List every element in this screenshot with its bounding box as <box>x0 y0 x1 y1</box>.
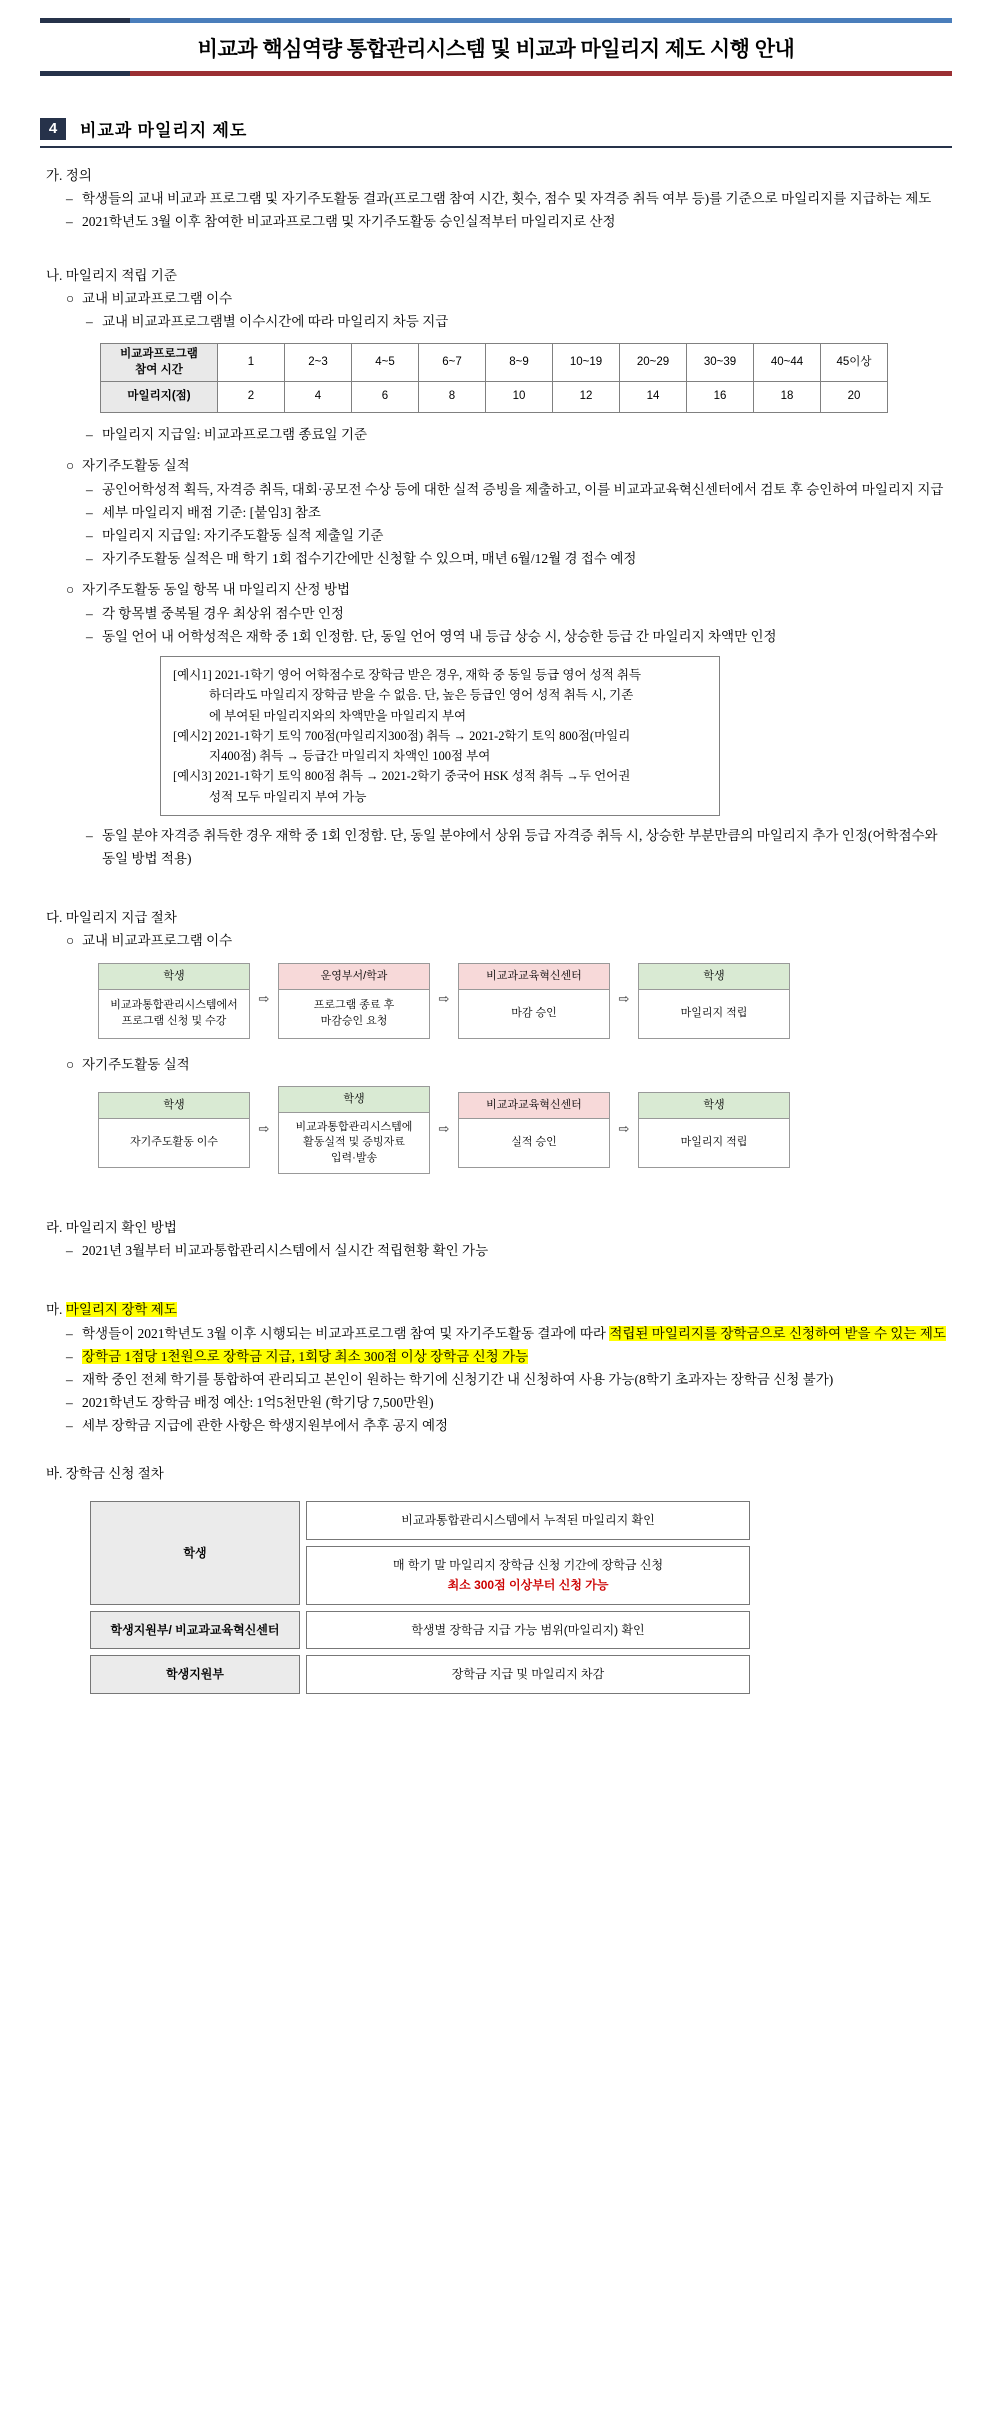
document-page <box>0 18 992 2427</box>
flow1-step-1-line2: 프로그램 신청 및 수강 <box>121 1014 227 1027</box>
item-e-4 <box>66 1391 952 1414</box>
dash-marker: – <box>86 527 93 543</box>
heading-e <box>46 1298 952 1321</box>
example-box <box>160 656 720 816</box>
item-b-h3-d2 <box>86 625 952 648</box>
proc-row-2-step-1: 학생별 장학금 지급 가능 범위(마일리지) 확인 <box>306 1611 750 1650</box>
banner-top-dark-segment <box>40 18 130 23</box>
proc-row-1-step-2 <box>306 1546 750 1605</box>
flow2-step-1-body: 자기주도활동 이수 <box>129 1136 219 1149</box>
banner-bottom-red-segment <box>130 71 952 76</box>
example-3-head: [예시3] 2021-1학기 토익 800점 취득 → 2021-2학기 중국어 HSK 성적 취득 →두 언어권 <box>173 769 631 784</box>
section-title: 비교과 마일리지 제도 <box>80 121 248 140</box>
circle-marker: ○ <box>66 582 75 598</box>
mileage-hours-3: 6~7 <box>419 344 486 382</box>
dash-marker: – <box>66 1325 73 1341</box>
dash-marker: – <box>66 191 73 207</box>
flow2-step-4-body: 마일리지 적립 <box>680 1136 748 1149</box>
item-b-h2-d1-text: 공인어학성적 획득, 자격증 취득, 대회·공모전 수상 등에 대한 실적 증빙을 제출하고, 이를 비교과교육혁신센터에서 검토 후 승인하여 마일리지 지급 <box>102 481 944 497</box>
item-e-3 <box>66 1368 952 1391</box>
item-b-h1 <box>66 287 952 310</box>
heading-f: 바. 장학금 신청 절차 <box>46 1465 164 1481</box>
item-b-h1-d2 <box>86 423 952 446</box>
flow1-step-3 <box>458 963 610 1039</box>
flow2-step-4 <box>638 1092 790 1168</box>
item-e-1-highlight: 적립된 마일리지를 장학금으로 신청하여 받을 수 있는 제도 <box>609 1325 946 1341</box>
banner-bottom-rule <box>40 71 952 76</box>
heading-d: 라. 마일리지 확인 방법 <box>46 1219 177 1235</box>
dash-marker: – <box>86 628 93 644</box>
mileage-header-hours-line1: 비교과프로그램 <box>120 348 198 361</box>
flow-diagram-self-directed-activity <box>98 1086 952 1174</box>
item-e-2 <box>66 1345 952 1368</box>
flow1-step-1-body <box>99 990 249 1038</box>
item-b-h2-d2 <box>86 501 952 524</box>
flow1-step-2-head: 운영부서/학과 <box>279 964 429 990</box>
flow2-step-2-line2: 활동실적 및 증빙자료 <box>303 1136 405 1149</box>
flow2-step-4-head: 학생 <box>639 1093 789 1119</box>
item-c-h1 <box>66 929 952 952</box>
item-b-h2-d2-text: 세부 마일리지 배점 기준: [붙임3] 참조 <box>102 504 321 520</box>
mileage-points-8: 18 <box>754 382 821 413</box>
example-1 <box>173 665 707 726</box>
example-1-cont-1: 하더라도 마일리지 장학금 받을 수 없음. 단, 높은 등급인 영어 성적 취득 시, 기존 <box>209 688 634 703</box>
example-3-cont-1: 성적 모두 마일리지 부여 가능 <box>209 789 367 804</box>
heading-c: 다. 마일리지 지급 절차 <box>46 910 177 926</box>
mileage-hours-7: 30~39 <box>687 344 754 382</box>
flow-arrow-icon: ⇨ <box>438 1121 450 1137</box>
mileage-points-7: 16 <box>687 382 754 413</box>
mileage-hours-1: 2~3 <box>285 344 352 382</box>
example-1-cont-2: 에 부여된 마일리지와의 차액만을 마일리지 부여 <box>209 708 467 723</box>
item-a-2 <box>66 210 952 233</box>
proc-row-1-actor: 학생 <box>90 1501 300 1605</box>
mileage-hours-6: 20~29 <box>620 344 687 382</box>
dash-marker: – <box>86 827 93 843</box>
item-a-2-text: 2021학년도 3월 이후 참여한 비교과프로그램 및 자기주도활동 승인실적부터 마일리지로 산정 <box>82 214 616 230</box>
banner-bottom-dark-segment <box>40 71 130 76</box>
section-number: 4 <box>40 118 66 140</box>
item-e-5 <box>66 1414 952 1437</box>
item-b-h1-d1-text: 교내 비교과프로그램별 이수시간에 따라 마일리지 차등 지급 <box>102 314 449 330</box>
proc-row-1-step-2-text: 매 학기 말 마일리지 장학금 신청 기간에 장학금 신청 <box>392 1557 664 1572</box>
flow2-step-3-body: 실적 승인 <box>511 1136 557 1149</box>
flow-arrow-icon: ⇨ <box>618 1121 630 1137</box>
item-d-1-text: 2021년 3월부터 비교과통합관리시스템에서 실시간 적립현황 확인 가능 <box>82 1243 489 1259</box>
flow-arrow-icon: ⇨ <box>438 992 450 1008</box>
flow1-step-4-body: 마일리지 적립 <box>680 1006 748 1019</box>
proc-row-3-step-1: 장학금 지급 및 마일리지 차감 <box>306 1655 750 1694</box>
table-row <box>101 344 888 382</box>
section-heading <box>40 116 952 148</box>
example-1-head: [예시1] 2021-1학기 영어 어학점수로 장학금 받은 경우, 재학 중 동일 등급 영어 성적 취득 <box>173 668 642 683</box>
dash-marker: – <box>86 314 93 330</box>
dash-marker: – <box>66 1418 73 1434</box>
heading-a: 가. 정의 <box>46 168 92 183</box>
dash-marker: – <box>86 551 93 567</box>
flow1-step-2-line1: 프로그램 종료 후 <box>313 999 395 1012</box>
flow2-step-2-line3: 입력·발송 <box>330 1151 378 1164</box>
item-c-h1-text: 교내 비교과프로그램 이수 <box>82 933 233 949</box>
mileage-table-header-hours <box>101 344 218 382</box>
mileage-points-9: 20 <box>821 382 888 413</box>
dash-marker: – <box>66 1243 73 1259</box>
item-b-h1-d2-text: 마일리지 지급일: 비교과프로그램 종료일 기준 <box>102 427 368 443</box>
flow1-step-4 <box>638 963 790 1039</box>
table-row <box>90 1501 750 1540</box>
mileage-points-1: 4 <box>285 382 352 413</box>
table-row <box>90 1611 750 1650</box>
flow2-step-2-body <box>279 1113 429 1173</box>
item-b-h3-d3 <box>86 824 952 870</box>
item-a-1-text: 학생들의 교내 비교과 프로그램 및 자기주도활동 결과(프로그램 참여 시간, 횟수, 점수 및 자격증 취득 여부 등)를 기준으로 마일리지를 지급하는 제도 <box>82 191 932 207</box>
item-b-h3-d3-text: 동일 분야 자격증 취득한 경우 재학 중 1회 인정함. 단, 동일 분야에서 상위 등급 자격증 취득 시, 상승한 부분만큼의 마일리지 추가 인정(어학점수와 동일 방법 적용) <box>102 827 938 867</box>
flow-diagram-program-completion <box>98 963 952 1039</box>
item-d-1 <box>66 1239 952 1262</box>
flow1-step-3-head: 비교과교육혁신센터 <box>459 964 609 990</box>
heading-b: 나. 마일리지 적립 기준 <box>46 267 177 283</box>
heading-e-highlight: 마일리지 장학 제도 <box>65 1302 177 1318</box>
flow1-step-4-head: 학생 <box>639 964 789 990</box>
mileage-header-hours-line2: 참여 시간 <box>135 363 183 376</box>
mileage-hours-8: 40~44 <box>754 344 821 382</box>
mileage-hours-9: 45이상 <box>821 344 888 382</box>
item-b-h2-d3-text: 마일리지 지급일: 자기주도활동 실적 제출일 기준 <box>102 527 384 543</box>
item-a-1 <box>66 187 952 210</box>
dash-marker: – <box>66 1395 73 1411</box>
banner-top-rule <box>40 18 952 23</box>
document-body <box>40 164 952 1700</box>
item-e-1 <box>66 1322 952 1345</box>
dash-marker: – <box>66 1372 73 1387</box>
proc-row-2-actor: 학생지원부/ 비교과교육혁신센터 <box>90 1611 300 1650</box>
banner-top-blue-segment <box>130 18 952 23</box>
item-c-h2 <box>66 1053 952 1076</box>
mileage-points-0: 2 <box>218 382 285 413</box>
flow2-step-2-line1: 비교과통합관리시스템에 <box>295 1120 413 1133</box>
flow2-step-2 <box>278 1086 430 1174</box>
example-2 <box>173 726 707 767</box>
example-2-head: [예시2] 2021-1학기 토익 700점(마일리지300점) 취득 → 2021-2학기 토익 800점(마일리 <box>173 728 631 743</box>
flow1-step-2 <box>278 963 430 1039</box>
flow2-step-1-head: 학생 <box>99 1093 249 1119</box>
header-banner <box>40 18 952 76</box>
example-2-cont-1: 지400점) 취득 → 등급간 마일리지 차액인 100점 부여 <box>209 749 491 764</box>
mileage-points-5: 12 <box>553 382 620 413</box>
scholarship-procedure-table <box>84 1495 756 1700</box>
mileage-points-3: 8 <box>419 382 486 413</box>
item-b-h3-d1 <box>86 602 952 625</box>
item-b-h2 <box>66 454 952 477</box>
flow-arrow-icon: ⇨ <box>618 992 630 1008</box>
dash-marker: – <box>86 427 93 443</box>
item-b-h3-d1-text: 각 항목별 중복될 경우 최상위 점수만 인정 <box>102 605 344 621</box>
flow-arrow-icon: ⇨ <box>258 992 270 1008</box>
item-e-4-text: 2021학년도 장학금 배정 예산: 1억5천만원 (학기당 7,500만원) <box>82 1395 434 1411</box>
dash-marker: – <box>86 481 93 497</box>
item-e-1-text <box>82 1322 952 1345</box>
flow1-step-2-body <box>279 990 429 1038</box>
item-b-h3-text: 자기주도활동 동일 항목 내 마일리지 산정 방법 <box>82 582 351 598</box>
table-row <box>90 1655 750 1694</box>
mileage-table-header-points: 마일리지(점) <box>101 382 218 413</box>
item-e-3-text: 재학 중인 전체 학기를 통합하여 관리되고 본인이 원하는 학기에 신청기간 내 신청하여 사용 가능(8학기 초과자는 장학금 신청 불가) <box>82 1372 834 1387</box>
proc-row-1-step-1: 비교과통합관리시스템에서 누적된 마일리지 확인 <box>306 1501 750 1540</box>
circle-marker: ○ <box>66 458 75 474</box>
item-b-h2-d4 <box>86 547 952 570</box>
example-3 <box>173 766 707 807</box>
mileage-points-table <box>100 343 888 413</box>
flow2-step-2-head: 학생 <box>279 1087 429 1113</box>
item-c-h2-text: 자기주도활동 실적 <box>82 1056 190 1072</box>
item-e-1-plain: 학생들이 2021학년도 3월 이후 시행되는 비교과프로그램 참여 및 자기주도활동 결과에 따라 <box>82 1325 610 1341</box>
dash-marker: – <box>86 605 93 621</box>
flow1-step-3-body: 마감 승인 <box>511 1006 557 1019</box>
flow2-step-1 <box>98 1092 250 1168</box>
flow2-step-3-head: 비교과교육혁신센터 <box>459 1093 609 1119</box>
dash-marker: – <box>66 1348 73 1364</box>
dash-marker: – <box>66 214 73 230</box>
mileage-hours-5: 10~19 <box>553 344 620 382</box>
item-b-h2-text: 자기주도활동 실적 <box>82 458 190 474</box>
flow2-step-3 <box>458 1092 610 1168</box>
circle-marker: ○ <box>66 1056 75 1072</box>
item-e-5-text: 세부 장학금 지급에 관한 사항은 학생지원부에서 추후 공지 예정 <box>82 1418 449 1434</box>
item-b-h1-text: 교내 비교과프로그램 이수 <box>82 290 233 306</box>
item-b-h2-d3 <box>86 524 952 547</box>
mileage-hours-0: 1 <box>218 344 285 382</box>
mileage-points-6: 14 <box>620 382 687 413</box>
proc-row-1-step-2-note: 최소 300점 이상부터 신청 가능 <box>447 1578 609 1593</box>
circle-marker: ○ <box>66 290 75 306</box>
flow1-step-1-line1: 비교과통합관리시스템에서 <box>110 999 238 1012</box>
table-row <box>101 382 888 413</box>
mileage-points-2: 6 <box>352 382 419 413</box>
circle-marker: ○ <box>66 933 75 949</box>
item-b-h1-d1 <box>86 310 952 333</box>
item-e-2-highlight: 장학금 1점당 1천원으로 장학금 지급, 1회당 최소 300점 이상 장학금 신청 가능 <box>82 1348 529 1364</box>
mileage-points-4: 10 <box>486 382 553 413</box>
flow1-step-1 <box>98 963 250 1039</box>
mileage-hours-2: 4~5 <box>352 344 419 382</box>
mileage-hours-4: 8~9 <box>486 344 553 382</box>
item-b-h2-d4-text: 자기주도활동 실적은 매 학기 1회 접수기간에만 신청할 수 있으며, 매년 6월/12월 경 접수 예정 <box>102 551 637 567</box>
heading-e-prefix: 마. <box>46 1302 63 1318</box>
item-b-h2-d1 <box>86 478 952 501</box>
item-b-h3 <box>66 578 952 601</box>
flow-arrow-icon: ⇨ <box>258 1121 270 1137</box>
proc-row-3-actor: 학생지원부 <box>90 1655 300 1694</box>
flow1-step-1-head: 학생 <box>99 964 249 990</box>
dash-marker: – <box>86 504 93 520</box>
flow1-step-2-line2: 마감승인 요청 <box>320 1014 388 1027</box>
item-b-h3-d2-text: 동일 언어 내 어학성적은 재학 중 1회 인정함. 단, 동일 언어 영역 내 등급 상승 시, 상승한 등급 간 마일리지 차액만 인정 <box>102 628 777 644</box>
document-title: 비교과 핵심역량 통합관리시스템 및 비교과 마일리지 제도 시행 안내 <box>197 38 795 61</box>
